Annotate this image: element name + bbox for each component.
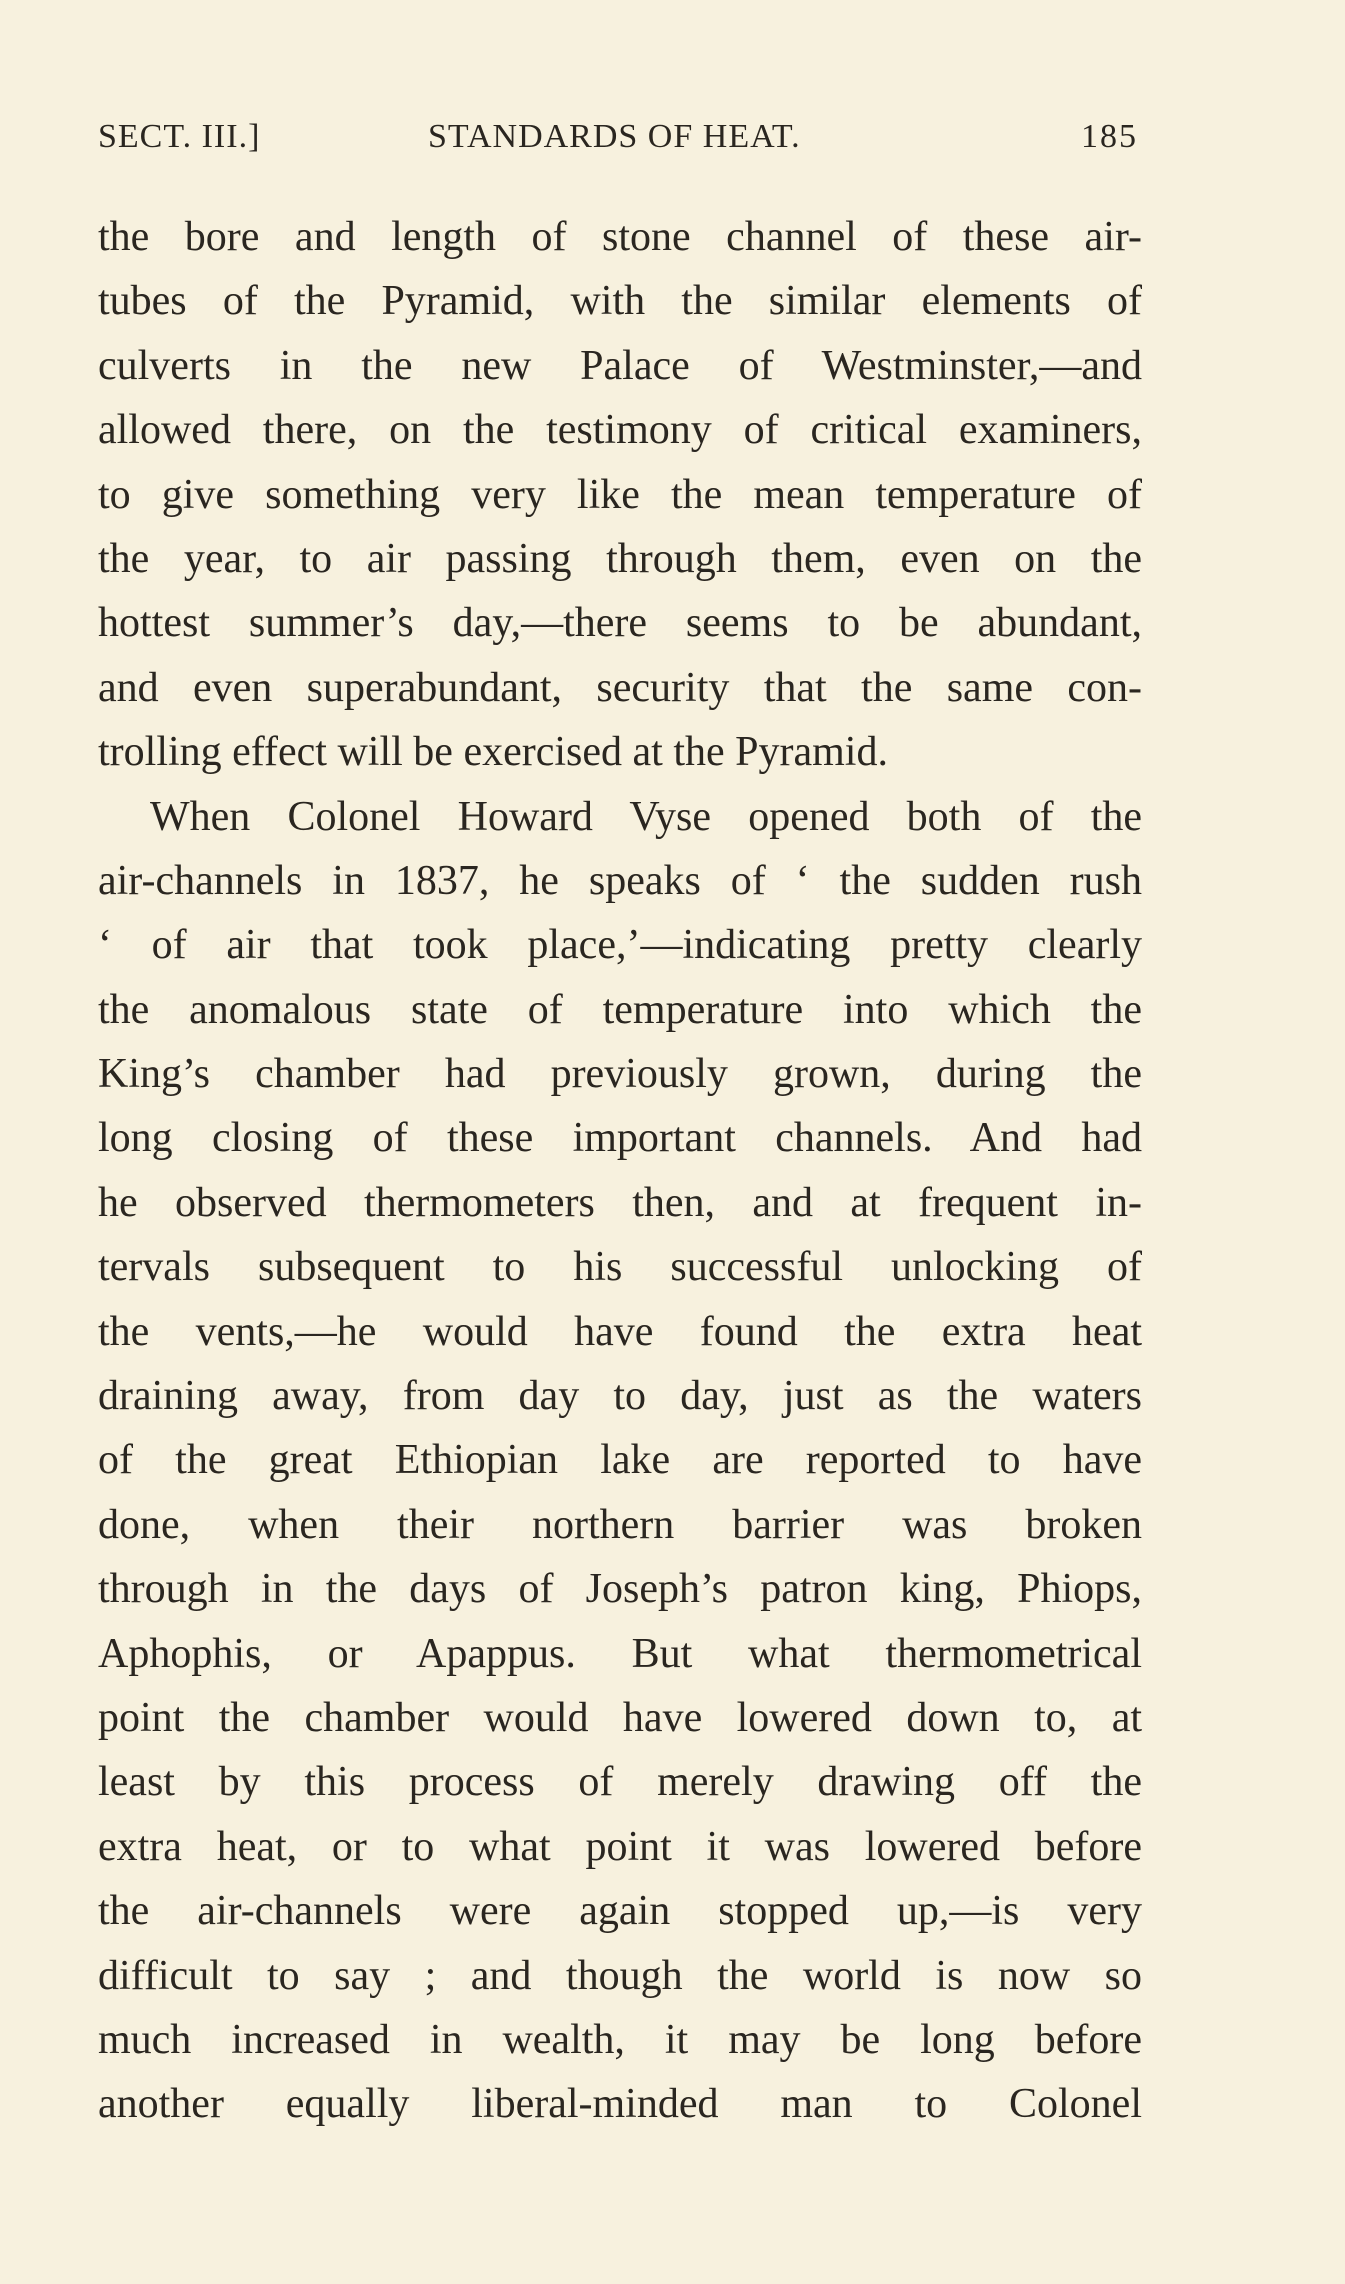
text-line: he observed thermometers then, and at frequent in-	[98, 1179, 1142, 1226]
text-line: draining away, from day to day, just as the waters	[98, 1373, 1142, 1420]
text-line: King’s chamber had previously grown, during the	[98, 1051, 1142, 1098]
text-line: culverts in the new Palace of Westminster,—and	[98, 342, 1142, 389]
text-line: allowed there, on the testimony of critical examiners,	[98, 407, 1142, 454]
text-line: and even superabundant, security that the same con-	[98, 664, 1142, 711]
running-head	[98, 118, 1138, 168]
text-line: to give something very like the mean temperature of	[98, 471, 1142, 518]
text-line: another equally liberal-minded man to Colonel	[98, 2081, 1142, 2128]
text-line: difficult to say ; and though the world is now so	[98, 1952, 1142, 1999]
text-line: the vents,—he would have found the extra heat	[98, 1308, 1142, 1355]
text-line: Aphophis, or Apappus. But what thermometrical	[98, 1630, 1142, 1677]
text-line: extra heat, or to what point it was lowered before	[98, 1823, 1142, 1870]
text-line: trolling effect will be exercised at the Pyramid.	[98, 729, 888, 776]
running-title: STANDARDS OF HEAT.	[428, 118, 801, 155]
text-line: ‘ of air that took place,’—indicating pretty clearly	[98, 922, 1142, 969]
text-line: point the chamber would have lowered down to, at	[98, 1694, 1142, 1741]
text-line: the bore and length of stone channel of these air-	[98, 214, 1142, 260]
section-label: SECT. III.]	[98, 118, 261, 155]
text-line: tervals subsequent to his successful unlocking of	[98, 1244, 1142, 1291]
text-line: the year, to air passing through them, even on the	[98, 535, 1142, 582]
text-line: the air-channels were again stopped up,—is very	[98, 1888, 1142, 1935]
text-line: tubes of the Pyramid, with the similar elements of	[98, 278, 1142, 325]
text-line: When Colonel Howard Vyse opened both of the	[150, 793, 1142, 840]
page-number: 185	[1081, 118, 1138, 155]
text-line: much increased in wealth, it may be long before	[98, 2016, 1142, 2063]
text-line: of the great Ethiopian lake are reported to have	[98, 1437, 1142, 1484]
body-text	[98, 205, 1142, 2137]
text-line: least by this process of merely drawing off the	[98, 1759, 1142, 1806]
text-line: air-channels in 1837, he speaks of ‘ the sudden rush	[98, 857, 1142, 904]
text-line: the anomalous state of temperature into which the	[98, 986, 1142, 1033]
text-line: hottest summer’s day,—there seems to be abundant,	[98, 600, 1142, 647]
text-line: through in the days of Joseph’s patron king, Phiops,	[98, 1566, 1142, 1613]
text-line: long closing of these important channels. And had	[98, 1115, 1142, 1162]
text-line: done, when their northern barrier was broken	[98, 1501, 1142, 1548]
